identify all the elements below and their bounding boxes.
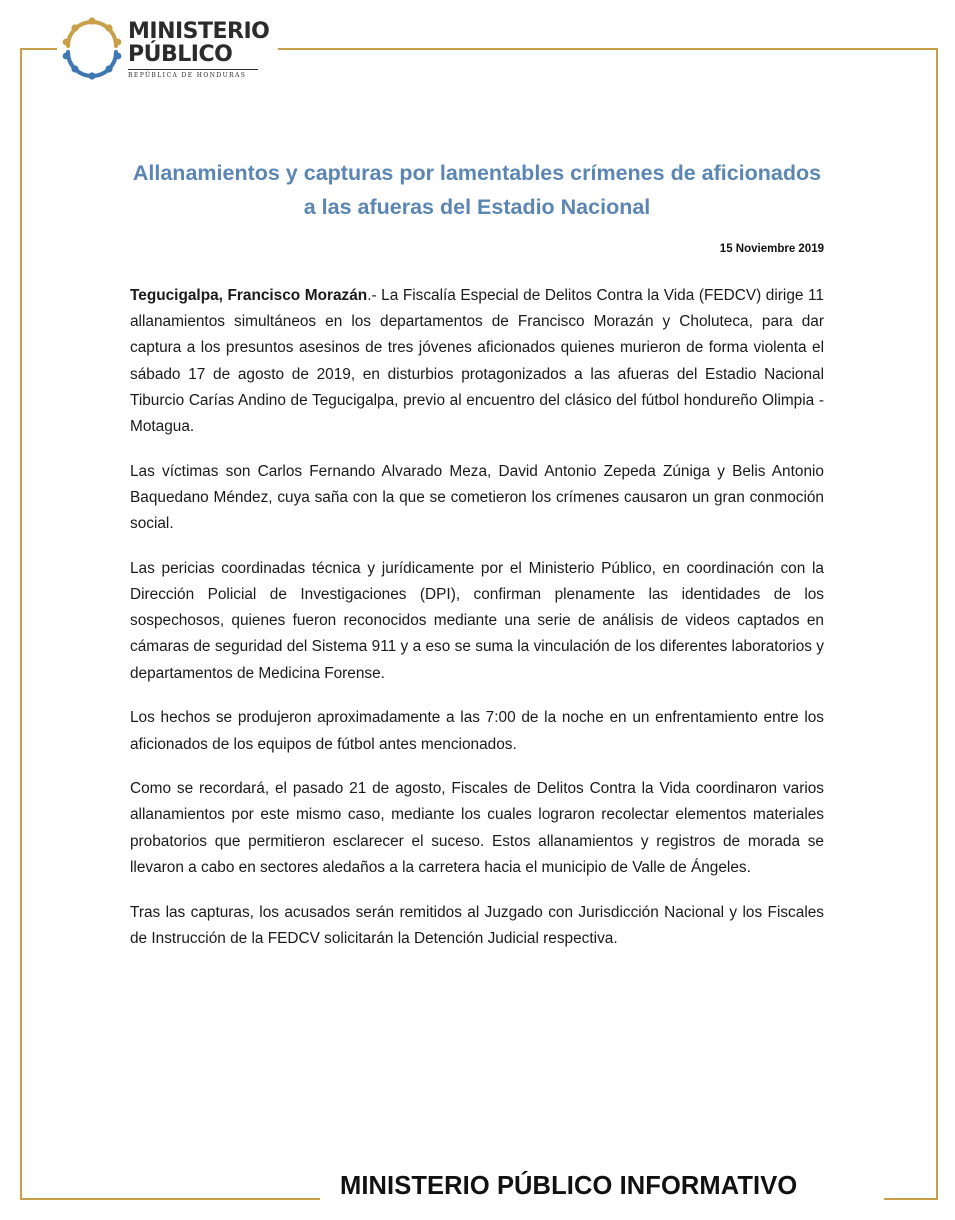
article-paragraph: Tras las capturas, los acusados serán remitidos al Juzgado con Jurisdicción Nacional y los Fiscales de Instrucción de la FEDCV solicitarán la Detención Judicial respectiva. <box>130 903 824 947</box>
frame-bottom-right-border <box>884 1198 938 1200</box>
frame-left-border <box>20 48 22 1200</box>
logo-title-line1: MINISTERIO <box>128 19 270 44</box>
frame-right-border <box>936 48 938 1200</box>
article-lead-paragraph <box>130 283 824 440</box>
frame-bottom-left-border <box>20 1198 320 1200</box>
article-date: 15 Noviembre 2019 <box>719 243 824 255</box>
article-lead-text: .- La Fiscalía Especial de Delitos Contra la Vida (FEDCV) dirige 11 allanamientos simultáneos en los departamentos de Francisco Morazán y Choluteca, para dar captura a los presuntos asesinos de tres jóvenes aficionados quienes murieron de forma violenta el sábado 17 de agosto de 2019, en disturbios protagonizados a las afueras del Estadio Nacional Tiburcio Carías Andino de Tegucigalpa, previo al encuentro del clásico del fútbol hondureño Olimpia - Motagua. <box>130 287 824 436</box>
article-paragraph: Los hechos se produjeron aproximadamente a las 7:00 de la noche en un enfrentamiento entre los aficionados de los equipos de fútbol antes mencionados. <box>130 709 824 753</box>
ministerio-emblem-icon <box>60 16 124 80</box>
article-title: Allanamientos y capturas por lamentables crímenes de aficionados a las afueras del Estadio Nacional <box>132 161 822 219</box>
article-paragraph: Como se recordará, el pasado 21 de agosto, Fiscales de Delitos Contra la Vida coordinaron varios allanamientos por este mismo caso, mediante los cuales lograron recolectar elementos materiales probatorios que permitieron esclarecer el suceso. Estos allanamientos y registros de morada se llevaron a cabo en sectores aledaños a la carretera hacia el municipio de Valle de Ángeles. <box>130 780 824 876</box>
logo-subtitle: REPÚBLICA DE HONDURAS <box>128 72 247 79</box>
article-paragraph: Las víctimas son Carlos Fernando Alvarado Meza, David Antonio Zepeda Zúniga y Belis Antonio Baquedano Méndez, cuya saña con la que se cometieron los crímenes causaron un gran conmoción social. <box>130 462 824 533</box>
frame-top-left-border <box>20 48 57 50</box>
logo-divider <box>128 69 258 70</box>
article-dateline: Tegucigalpa, Francisco Morazán <box>130 287 368 304</box>
ministerio-publico-logo <box>60 16 275 84</box>
article-body <box>130 283 824 970</box>
footer-label: MINISTERIO PÚBLICO INFORMATIVO <box>340 1172 798 1200</box>
frame-top-right-border <box>278 48 938 50</box>
article-paragraph: Las pericias coordinadas técnica y jurídicamente por el Ministerio Público, en coordinación con la Dirección Policial de Investigaciones (DPI), confirman plenamente las identidades de los sospechosos, quienes fueron reconocidos mediante una serie de análisis de videos captados en cámaras de seguridad del Sistema 911 y a eso se suma la vinculación de los diferentes laboratorios y departamentos de Medicina Forense. <box>130 559 824 682</box>
logo-title-line2: PÚBLICO <box>128 42 233 67</box>
